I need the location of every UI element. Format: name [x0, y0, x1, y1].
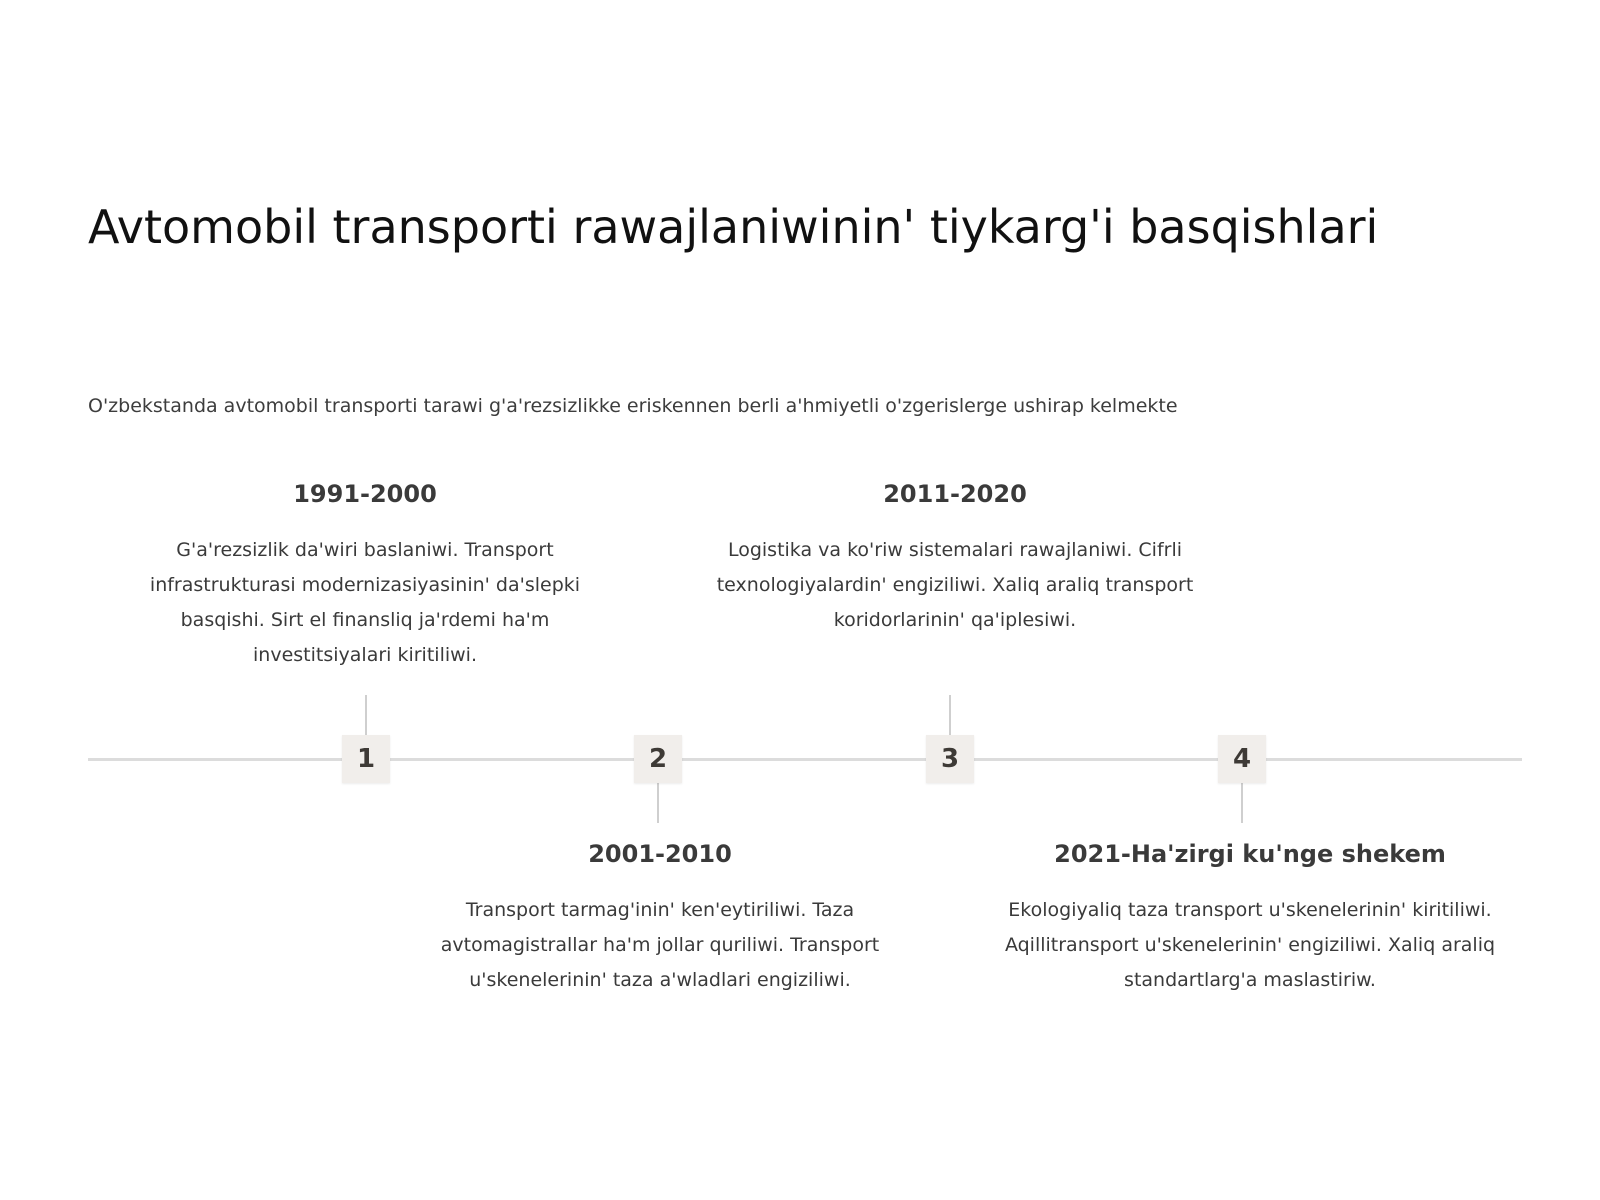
- stage-description: Logistika va ko'riw sistemalari rawajlaniwi. Cifrli texnologiyalardin' engiziliwi. Xaliq araliq transport koridorlarinin' qa'iplesiwi.: [716, 538, 1194, 631]
- stage-marker: 3: [926, 735, 974, 783]
- stage-marker: 1: [342, 735, 390, 783]
- stage-period: 2001-2010: [588, 840, 732, 868]
- stage-marker: 2: [634, 735, 682, 783]
- stage-description: G'a'rezsizlik da'wiri baslaniwi. Transport infrastrukturasi modernizasiyasinin' da'slepki basqishi. Sirt el finansliq ja'rdemi ha'm investitsiyalari kiritiliwi.: [149, 538, 581, 666]
- stage-period: 2021-Ha'zirgi ku'nge shekem: [1054, 840, 1446, 868]
- stage-period: 1991-2000: [293, 480, 437, 508]
- timeline-stage-1: [130, 480, 600, 673]
- stage-connector: [1241, 783, 1243, 823]
- stage-description: Ekologiyaliq taza transport u'skenelerinin' kiritiliwi. Aqillitransport u'skenelerinin' engiziliwi. Xaliq araliq standartlarg'a maslastiriw.: [1004, 898, 1496, 991]
- page-subtitle: O'zbekstanda avtomobil transporti tarawi g'a'rezsizlikke eriskennen berli a'hmiyetli o'zgerislerge ushirap kelmekte: [88, 395, 1178, 417]
- stage-connector: [949, 695, 951, 735]
- stage-description: Transport tarmag'inin' ken'eytiriliwi. Taza avtomagistrallar ha'm jollar quriliwi. Transport u'skenelerinin' taza a'wladlari engiziliwi.: [440, 898, 880, 991]
- stage-connector: [365, 695, 367, 735]
- timeline-axis: [88, 758, 1522, 761]
- stage-connector: [657, 783, 659, 823]
- stage-period: 2011-2020: [883, 480, 1027, 508]
- page-title: Avtomobil transporti rawajlaniwinin' tiykarg'i basqishlari: [88, 200, 1379, 254]
- timeline-stage-2: [425, 840, 895, 998]
- timeline-stage-3: [715, 480, 1195, 638]
- stage-marker: 4: [1218, 735, 1266, 783]
- timeline-stage-4: [1000, 840, 1500, 998]
